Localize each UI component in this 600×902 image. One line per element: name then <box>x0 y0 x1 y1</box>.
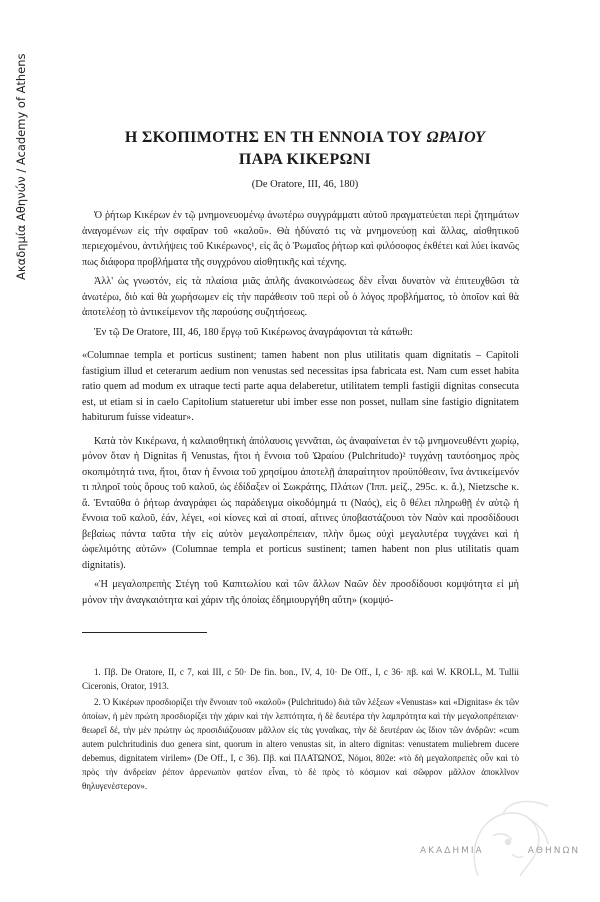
page-title-line1 <box>90 128 520 147</box>
paragraph-4: Κατὰ τὸν Κικέρωνα, ἡ καλαισθητικὴ ἀπόλαυσις γεννᾶται, ὡς ἀναφαίνεται ἐν τῷ μνημονευθέντι χωρίῳ, μόνον ὅταν ἡ Dignitas ἢ Venustas, ἤτοι ἡ ἔννοια τοῦ Ὡραίου (Pulchritudo)² τυγχάνῃ ταυτόσημος πρὸς σκοπιμότητά τινα, ἤτοι, ὅταν ἡ ἔννοια τοῦ χρησίμου ἀποτελῇ ἀπαραίτητον προϋπόθεσιν, ἵνα ἀντικείμενόν τι πληροῖ τοὺς ὅρους τοῦ καλοῦ, ὡς ἐδίδαξεν οἱ Σωκράτης, Πλάτων (Ἱππ. μείζ., 295c. κ. ἄ.), Nietzsche κ. ἄ. Ἐνταῦθα ὁ ῥήτωρ ἀναγράφει ὡς παράδειγμα οἰκοδόμημά τι (Ναός), εἰς ὃ θέλει πληρωθῇ ἐν αὐτῷ ἡ ἔννοια τοῦ καλοῦ, ἐάν, λέγει, «οἱ κίονες καὶ αἱ στοαί, αἵτινες ὑποβαστάζουσι τὸν Ναὸν καὶ προσδίδουσι βεβαίως πάντα ταῦτα τὴν εἰς αὐτὸν μεγαλοπρέπειαν, πλὴν ὅμως οὐχὶ μεγαλυτέρα τυγχάνει καὶ ἡ ὠφελιμότης αὐτῶν» (Columnae templa et porticus sustinent; tamen habent non plus utilitatis quam dignitatis). <box>82 435 519 571</box>
watermark-left: ΑΚΑΔΗΜΙΑ <box>420 846 484 856</box>
footnote-divider <box>82 632 207 633</box>
paragraph-2: Ἀλλ' ὡς γνωστόν, εἰς τὰ πλαίσια μιᾶς ἁπλῆς ἀνακοινώσεως δὲν εἶναι δυνατὸν νὰ ἐπιτευχθῶσι τὰ ἀνωτέρω, διὸ καὶ θὰ χωρήσωμεν εἰς τὴν παράθεσιν τοῦ περὶ οὗ ὁ λόγος προβλήματος, τὸ ὁποῖον καὶ θὰ ἀποτελέσῃ τὸ ἀντικείμενον τῆς παρούσης συζητήσεως. <box>82 276 519 318</box>
watermark-text <box>420 846 580 856</box>
sidebar-label: Ακαδημία Αθηνών / Academy of Athens <box>14 53 28 280</box>
footnote-2: 2. Ὁ Κικέρων προσδιορίζει τὴν ἔννοιαν τοῦ «καλοῦ» (Pulchritudo) διὰ τῶν λέξεων «Venustas» καὶ «Dignitas» ἐκ τῶν ὁποίων, ἡ μὲν πρώτη προσδιορίζει τὴν χάριν καὶ τὴν λεπτότητα, ἡ δὲ δευτέρα τὴν λαμπρότητα καὶ τὴν μεγαλοπρέπειαν· θεωρεῖ δέ, τὴν μὲν πρώτην ὡς προσιδιάζουσαν μᾶλλον εἰς τὰς γυναῖκας, τὴν δὲ δευτέραν ὡς ἴδιον τῶν ἀνδρῶν: «cum autem pulchritudinis duo genera sint, quorum in altero venustas sit, in altero dignitas: venustatem muliebrem ducere debemus, dignitatem virilem» (De Off., I, c 36). Πβ. καὶ ΠΛΑΤΩΝΟΣ, Νόμοι, 802e: «τὸ δὴ μεγαλοπρεπὲς οὖν καὶ τὸ πρὸς τὴν ἀνδρείαν ῥέπον ἀρρενωπὸν φατέον εἶναι, τὸ δὲ πρὸς τὸ κόσμιον καὶ σῶφρον μᾶλλον ἀποκλῖνον θηλυγενέστερον». <box>82 697 519 791</box>
paragraph-1: Ὁ ῥήτωρ Κικέρων ἐν τῷ μνημονευομένῳ ἀνωτέρω συγγράμματι αὐτοῦ πραγματεύεται περὶ ζητημάτων ἀναγομένων εἰς τὴν σφαῖραν τοῦ «καλοῦ». Θὰ ἠδύνατό τις νὰ μνημονεύσῃ καὶ ἄλλας, αἰσθητικοῦ περιεχομένου, ἀντιλήψεις τοῦ Κικέρωνος¹, εἰς ἃς ὁ Ῥωμαῖος ῥήτωρ καὶ φιλόσοφος ἐκθέτει καὶ λύει ἱκανῶς πως διάφορα προβλήματα τῆς συγχρόνου αἰσθητικῆς καὶ τέχνης. <box>82 210 519 268</box>
footnotes <box>82 665 519 795</box>
title-italic-word: ΩΡΑΙΟΥ <box>426 129 486 146</box>
latin-quote: «Columnae templa et porticus sustinent; tamen habent non plus utilitatis quam dignitatis – Capitoli fastigium illud et ceterarum aedium non venustas sed necessitas ipsa fabricata est. Nam cum esset habita ratio quem ad modum ex utraque tecti parte aqua delaberetur, utilitatem templi fastigii dignitas consecuta est, ut etiam si in caelo Capitolium statueretur ubi imber esse non posset, nullam sine fastigio dignitatem habiturum fuisse videatur». <box>82 350 519 423</box>
citation: (De Oratore, III, 46, 180) <box>251 179 359 190</box>
sidebar <box>4 40 28 280</box>
paragraph-3: Ἐν τῷ De Oratore, III, 46, 180 ἔργῳ τοῦ Κικέρωνος ἀναγράφονται τὰ κάτωθι: <box>94 326 413 338</box>
athena-head-logo-icon <box>408 796 588 886</box>
footnote-1: 1. Πβ. De Oratore, II, c 7, καὶ III, c 50· De fin. bon., IV, 4, 10· De Off., I, c 36· πβ. καὶ W. KROLL, M. Tullii Ciceronis, Orator, 1913. <box>82 667 519 691</box>
page-title-line2: ΠΑΡΑ ΚΙΚΕΡΩΝΙ <box>238 151 372 168</box>
title-prefix: Η ΣΚΟΠΙΜΟΤΗΣ ΕΝ ΤΗ ΕΝΝΟΙΑ ΤΟΥ <box>124 129 427 146</box>
paragraph-5: «Ἡ μεγαλοπρεπὴς Στέγη τοῦ Καπιτωλίου καὶ τῶν ἄλλων Ναῶν δὲν προσδίδουσι κομψότητα εἰ μὴ μόνον τὴν ἀναγκαιότητα καὶ χάριν τῆς ὁποίας ἐδημιουργήθη αὕτη» (κομψό- <box>82 579 519 606</box>
body-text <box>82 208 519 612</box>
watermark-right: ΑΘΗΝΩΝ <box>527 846 581 856</box>
